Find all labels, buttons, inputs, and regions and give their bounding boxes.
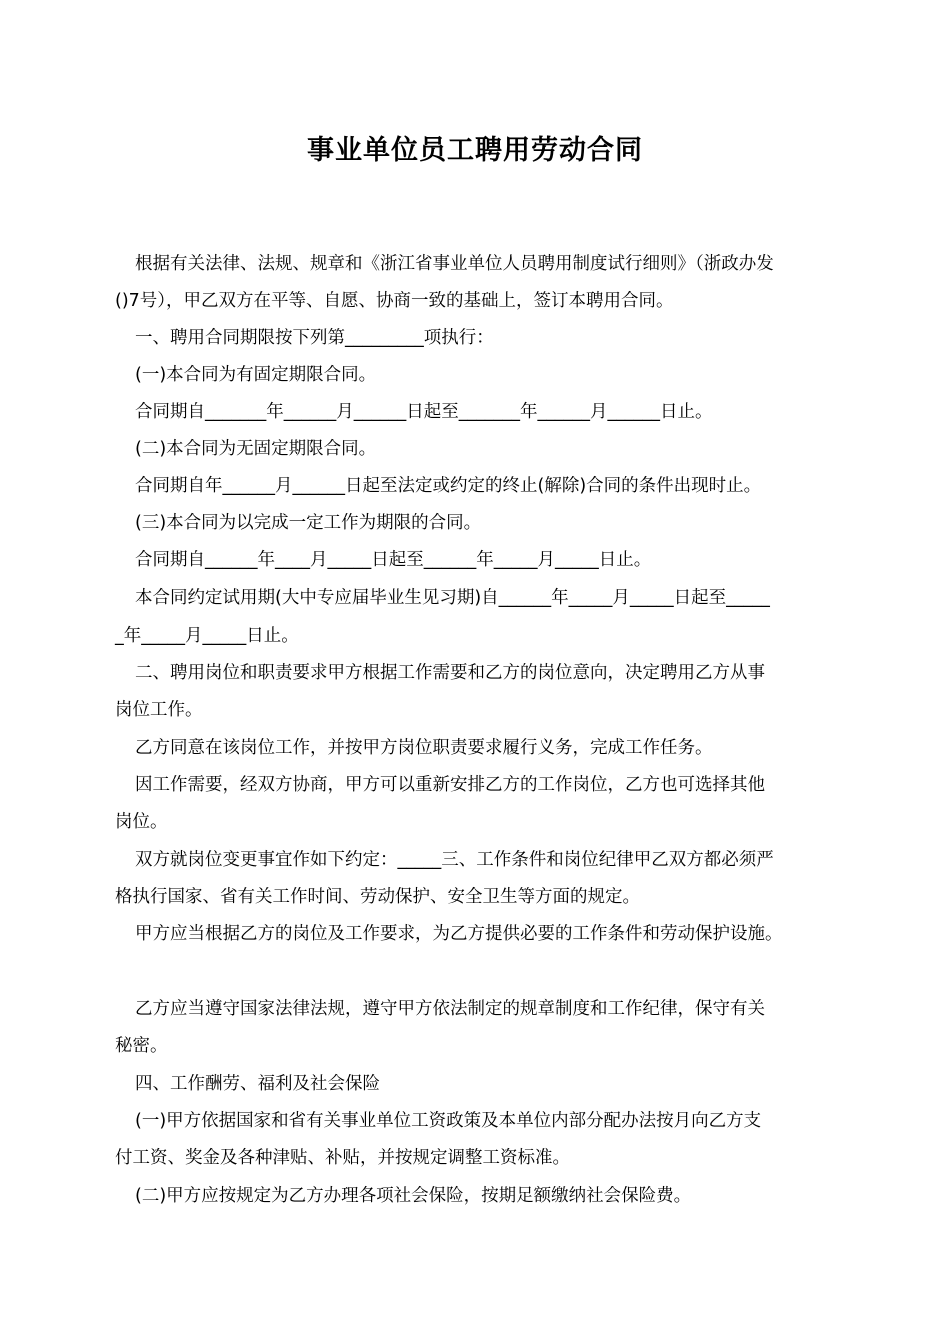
paragraph-line: 乙方同意在该岗位工作，并按甲方岗位职责要求履行义务，完成工作任务。 [135,738,713,758]
paragraph-line: 合同期自______年____月_____日起至______年_____月_____日止。 [135,550,652,570]
paragraph-line: _年_____月_____日止。 [115,626,299,646]
paragraph-line: 乙方应当遵守国家法律法规，遵守甲方依法制定的规章制度和工作纪律，保守有关 [135,999,765,1019]
paragraph-line: 合同期自年______月______日起至法定或约定的终止(解除)合同的条件出现时止。 [135,476,762,496]
paragraph-line: ()7号），甲乙双方在平等、自愿、协商一致的基础上，签订本聘用合同。 [115,291,674,311]
paragraph-line: 岗位。 [115,812,168,832]
paragraph-line: 根据有关法律、法规、规章和《浙江省事业单位人员聘用制度试行细则》（浙政办发 [135,254,774,274]
paragraph-line: 甲方应当根据乙方的岗位及工作要求，为乙方提供必要的工作条件和劳动保护设施。 [135,924,783,944]
paragraph-line: 四、工作酬劳、福利及社会保险 [135,1074,380,1094]
paragraph-line: (一)本合同为有固定期限合同。 [135,365,377,385]
paragraph-line: 因工作需要，经双方协商，甲方可以重新安排乙方的工作岗位，乙方也可选择其他 [135,775,765,795]
paragraph-line: 秘密。 [115,1036,168,1056]
paragraph-line: 付工资、奖金及各种津贴、补贴，并按规定调整工资标准。 [115,1148,570,1168]
paragraph-line: 岗位工作。 [115,700,203,720]
paragraph-line: 二、聘用岗位和职责要求甲方根据工作需要和乙方的岗位意向，决定聘用乙方从事 [135,663,765,683]
paragraph-line: 合同期自_______年______月______日起至_______年______月______日止。 [135,402,713,422]
paragraph-line: 格执行国家、省有关工作时间、劳动保护、安全卫生等方面的规定。 [115,887,640,907]
paragraph-line: (三)本合同为以完成一定工作为期限的合同。 [135,513,482,533]
paragraph-line: (一)甲方依据国家和省有关事业单位工资政策及本单位内部分配办法按月向乙方支 [135,1111,762,1131]
paragraph-line: (二)本合同为无固定期限合同。 [135,439,377,459]
document-title: 事业单位员工聘用劳动合同 [307,135,643,166]
paragraph-line: 一、聘用合同期限按下列第_________项执行： [135,328,494,348]
paragraph-line: 本合同约定试用期(大中专应届毕业生见习期)自______年_____月_____日起至_____ [135,588,770,608]
paragraph-line: (二)甲方应按规定为乙方办理各项社会保险，按期足额缴纳社会保险费。 [135,1186,692,1206]
paragraph-line: 双方就岗位变更事宜作如下约定：_____三、工作条件和岗位纪律甲乙双方都必须严 [135,850,774,870]
